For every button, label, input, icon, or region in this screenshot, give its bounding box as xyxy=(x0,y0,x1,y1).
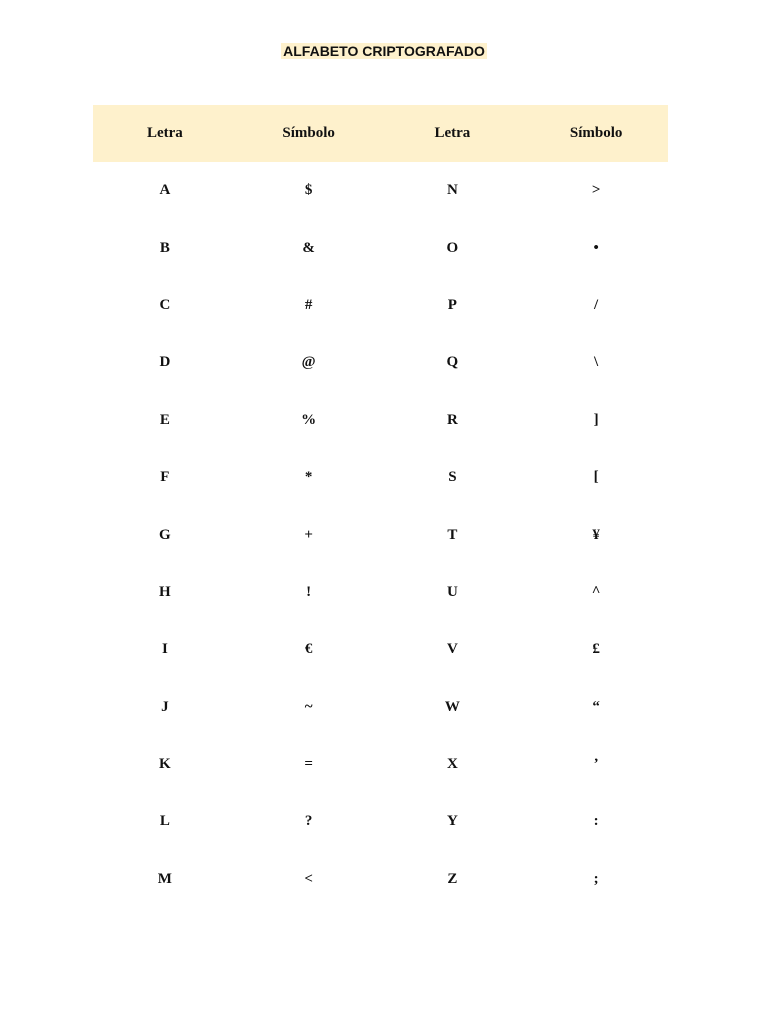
table-row xyxy=(93,277,668,334)
letter-cell: X xyxy=(446,756,458,773)
symbol-cell: = xyxy=(304,756,313,773)
symbol-cell: * xyxy=(304,469,313,486)
symbol-cell: “ xyxy=(592,698,600,715)
symbol-cell: : xyxy=(593,813,599,830)
symbol-cell: ? xyxy=(304,813,313,830)
table-row xyxy=(93,621,668,678)
letter-cell: N xyxy=(446,182,458,199)
letter-cell: Z xyxy=(447,870,458,887)
symbol-cell: # xyxy=(304,296,313,313)
symbol-cell: ¥ xyxy=(592,526,600,543)
letter-cell: S xyxy=(448,469,457,486)
page-title xyxy=(0,42,768,60)
symbol-cell: > xyxy=(591,182,601,199)
letter-cell: I xyxy=(161,641,168,658)
table-row xyxy=(93,334,668,391)
header-row xyxy=(93,105,668,162)
symbol-cell: / xyxy=(594,296,599,313)
table-header xyxy=(93,105,668,162)
letter-cell: K xyxy=(159,756,171,773)
letter-cell: O xyxy=(446,239,459,256)
symbol-cell: ’ xyxy=(593,756,599,773)
letter-cell: P xyxy=(447,296,457,313)
symbol-cell: @ xyxy=(301,354,316,371)
table-row xyxy=(93,219,668,276)
symbol-cell: ^ xyxy=(591,583,601,600)
letter-cell: W xyxy=(444,698,460,715)
letter-cell: V xyxy=(446,641,458,658)
header-simbolo-2: Símbolo xyxy=(569,125,623,141)
letter-cell: C xyxy=(159,296,171,313)
letter-cell: A xyxy=(159,182,171,199)
symbol-cell: € xyxy=(304,641,313,658)
table-row xyxy=(93,162,668,219)
table-row xyxy=(93,793,668,850)
letter-cell: L xyxy=(159,813,170,830)
table-row xyxy=(93,392,668,449)
letter-cell: R xyxy=(446,411,458,428)
header-simbolo-1: Símbolo xyxy=(282,125,335,141)
letter-cell: B xyxy=(159,239,170,256)
table-row xyxy=(93,449,668,506)
letter-cell: M xyxy=(157,870,172,887)
header-letra-2: Letra xyxy=(434,125,471,141)
symbol-cell: $ xyxy=(304,182,313,199)
letter-cell: E xyxy=(159,411,170,428)
table-row xyxy=(93,564,668,621)
table-row xyxy=(93,679,668,736)
table-row xyxy=(93,851,668,908)
cipher-table xyxy=(93,105,668,908)
letter-cell: T xyxy=(447,526,458,543)
table-row xyxy=(93,736,668,793)
symbol-cell: ; xyxy=(593,870,599,887)
symbol-cell: £ xyxy=(592,641,600,658)
letter-cell: G xyxy=(159,526,171,543)
symbol-cell: & xyxy=(302,239,315,256)
symbol-cell: < xyxy=(304,870,313,887)
symbol-cell: [ xyxy=(593,469,599,486)
table-body xyxy=(93,162,668,908)
letter-cell: U xyxy=(446,583,458,600)
letter-cell: Y xyxy=(446,813,458,830)
symbol-cell: ] xyxy=(593,411,599,428)
header-letra-1: Letra xyxy=(146,125,183,141)
symbol-cell: \ xyxy=(594,354,599,371)
letter-cell: J xyxy=(161,698,169,715)
symbol-cell: ! xyxy=(306,583,312,600)
symbol-cell: + xyxy=(304,526,313,543)
page-title-text: ALFABETO CRIPTOGRAFADO xyxy=(283,43,485,59)
letter-cell: H xyxy=(159,583,171,600)
letter-cell: D xyxy=(159,354,171,371)
letter-cell: Q xyxy=(446,354,459,371)
letter-cell: F xyxy=(160,469,170,486)
table-row xyxy=(93,506,668,563)
symbol-cell: • xyxy=(593,239,599,256)
symbol-cell: ~ xyxy=(304,698,313,715)
symbol-cell: % xyxy=(301,411,317,428)
